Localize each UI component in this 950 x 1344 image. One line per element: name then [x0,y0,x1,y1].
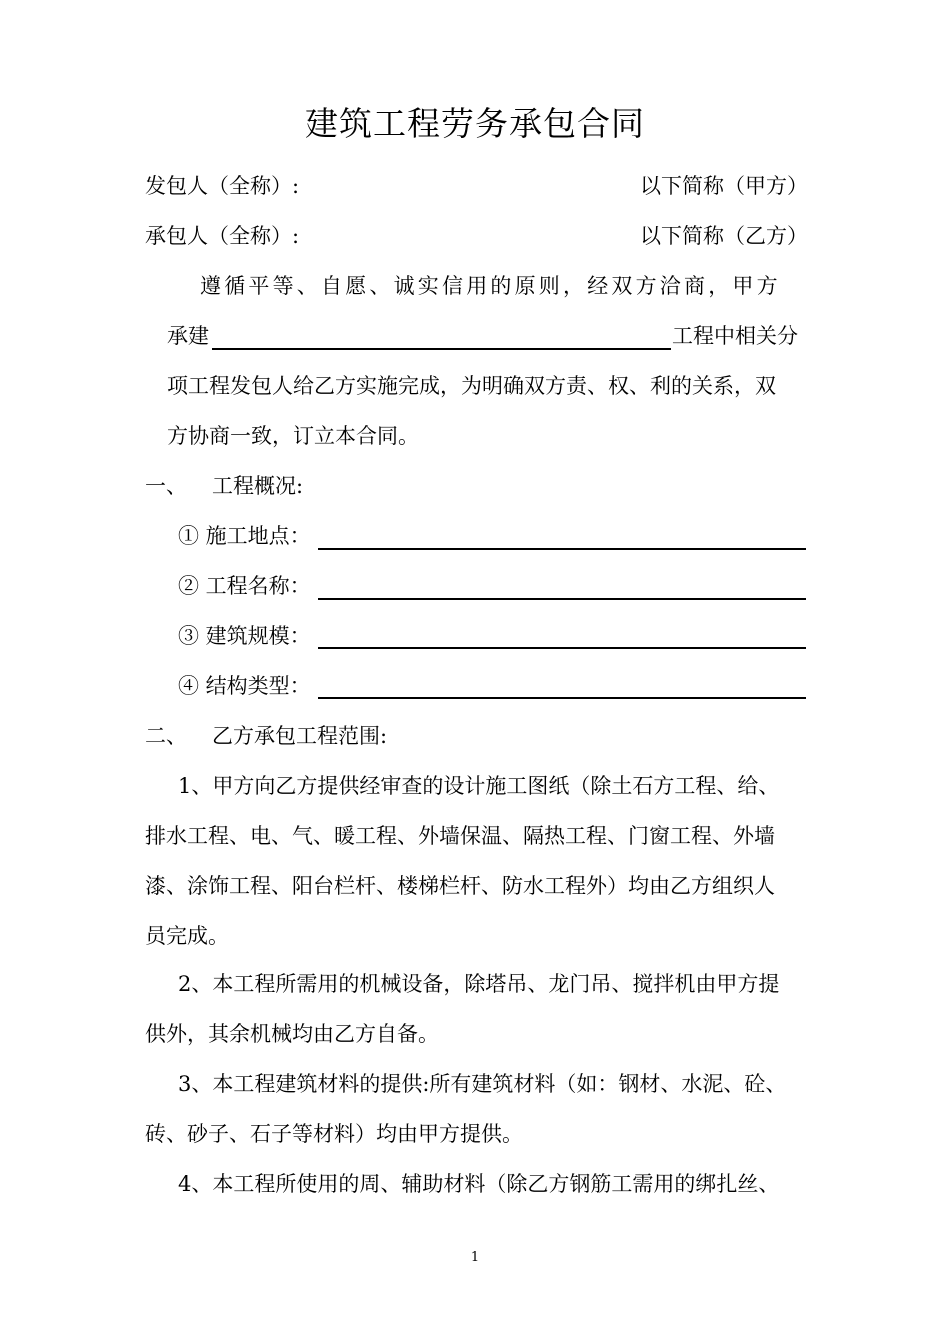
intro-line-4: 方协商一致，订立本合同。 [167,424,419,448]
section-1-number: 一、 [145,474,187,498]
project-name-blank [212,348,671,350]
scope-paragraph-line: 4、本工程所使用的周、辅助材料（除乙方钢筋工需用的绑扎丝、 [178,1172,780,1196]
scope-paragraph-line: 供外，其余机械均由乙方自备。 [145,1022,439,1046]
structure-type-blank [318,697,806,699]
structure-type-label: ④ 结构类型： [178,674,311,698]
party-b-label: 承包人（全称）: [145,224,300,248]
project-name-field-blank [318,598,806,600]
scope-paragraph-line: 3、本工程建筑材料的提供:所有建筑材料（如：钢材、水泥、砼、 [178,1072,787,1096]
building-scale-label: ③ 建筑规模： [178,624,311,648]
intro-line-2-suffix: 工程中相关分 [672,324,798,348]
scope-paragraph-line: 漆、涂饰工程、阳台栏杆、楼梯栏杆、防水工程外）均由乙方组织人 [145,874,775,898]
site-location-label: ① 施工地点： [178,524,311,548]
scope-paragraph-line: 2、本工程所需用的机械设备，除塔吊、龙门吊、搅拌机由甲方提 [178,972,780,996]
page-number: 1 [470,1250,480,1265]
party-a-short: 以下简称（甲方） [640,174,808,198]
building-scale-blank [318,647,806,649]
intro-line-1: 遵循平等、自愿、诚实信用的原则，经双方洽商，甲方 [200,274,781,298]
contract-title: 建筑工程劳务承包合同 [305,104,645,143]
scope-paragraph-line: 排水工程、电、气、暖工程、外墙保温、隔热工程、门窗工程、外墙 [145,824,775,848]
scope-paragraph-line: 员完成。 [145,924,229,948]
site-location-blank [318,548,806,550]
scope-paragraph-line: 砖、砂子、石子等材料）均由甲方提供。 [145,1122,523,1146]
intro-line-2-prefix: 承建 [167,324,209,348]
scope-paragraph-line: 1、甲方向乙方提供经审查的设计施工图纸（除土石方工程、给、 [178,774,780,798]
intro-line-3: 项工程发包人给乙方实施完成，为明确双方责、权、利的关系，双 [167,374,776,398]
party-a-label: 发包人（全称）: [145,174,300,198]
section-1-heading: 工程概况: [212,474,304,498]
party-b-short: 以下简称（乙方） [640,224,808,248]
section-2-heading: 乙方承包工程范围: [212,724,388,748]
project-name-label: ② 工程名称： [178,574,311,598]
section-2-number: 二、 [145,724,187,748]
